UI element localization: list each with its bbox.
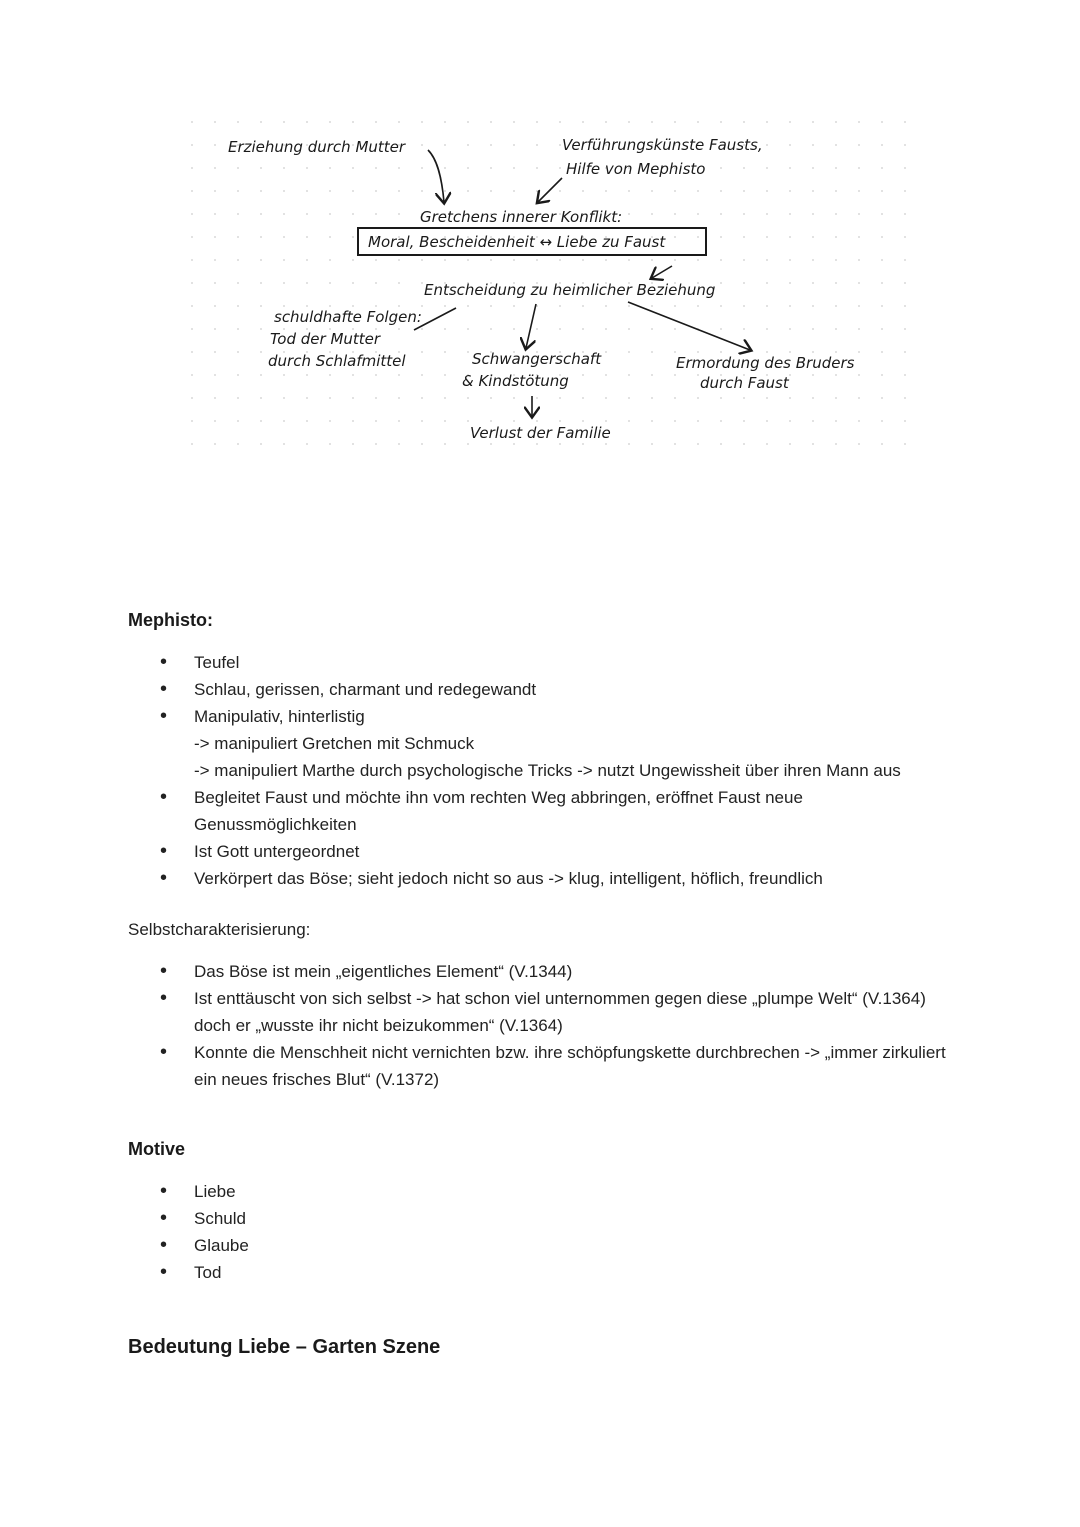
gretchen-conflict-diagram	[190, 120, 910, 450]
list-item: • Ist Gott untergeordnet	[128, 838, 958, 865]
self-characterization-heading: Selbstcharakterisierung:	[128, 920, 311, 939]
list-item: • Begleitet Faust und möchte ihn vom rechten Weg abbringen, eröffnet Faust neue Genussmöglichkeiten	[128, 784, 958, 838]
diagram-node-pregnancy-2: & Kindstötung	[462, 372, 569, 390]
list-item: • Schlau, gerissen, charmant und redegewandt	[128, 676, 958, 703]
diagram-node-decision: Entscheidung zu heimlicher Beziehung	[424, 281, 716, 299]
motives-list	[128, 1178, 958, 1286]
list-item: • Das Böse ist mein „eigentliches Element“ (V.1344)	[128, 958, 958, 985]
mephisto-heading: Mephisto:	[128, 610, 213, 630]
list-item: • Tod	[128, 1259, 958, 1286]
list-sub-item: -> manipuliert Marthe durch psychologische Tricks -> nutzt Ungewissheit über ihren Mann aus	[194, 761, 901, 780]
list-item: • Schuld	[128, 1205, 958, 1232]
diagram-node-guilt-3: durch Schlafmittel	[268, 352, 406, 370]
list-item-text: Manipulativ, hinterlistig	[194, 707, 365, 726]
diagram-node-seduction: Verführungskünste Fausts,	[562, 136, 763, 154]
diagram-node-guilt-1: schuldhafte Folgen:	[274, 308, 422, 326]
diagram-node-murder-1: Ermordung des Bruders	[676, 354, 855, 372]
diagram-node-family-loss: Verlust der Familie	[470, 424, 611, 442]
mephisto-list	[128, 649, 958, 892]
list-item: • Liebe	[128, 1178, 958, 1205]
self-characterization-list	[128, 958, 958, 1093]
diagram-node-upbringing: Erziehung durch Mutter	[228, 138, 406, 156]
list-item: • Teufel	[128, 649, 958, 676]
diagram-conflict-title: Gretchens innerer Konflikt:	[420, 208, 623, 226]
list-item: • Konnte die Menschheit nicht vernichten bzw. ihre schöpfungskette durchbrechen -> „immer zirkuliert ein neues frisches Blut“ (V.1372)	[128, 1039, 958, 1093]
list-item: • Ist enttäuscht von sich selbst -> hat schon viel unternommen gegen diese „plumpe Welt“ (V.1364) doch er „wusste ihr nicht beizukommen“ (V.1364)	[128, 985, 958, 1039]
notes-content	[128, 610, 958, 1359]
list-item	[128, 703, 958, 784]
list-sub-item: -> manipuliert Gretchen mit Schmuck	[194, 734, 475, 753]
section-heading-love: Bedeutung Liebe – Garten Szene	[128, 1336, 441, 1358]
diagram-node-pregnancy-1: Schwangerschaft	[472, 350, 602, 368]
diagram-node-guilt-2: Tod der Mutter	[270, 330, 381, 348]
list-item: • Glaube	[128, 1232, 958, 1259]
motives-heading: Motive	[128, 1139, 186, 1159]
diagram-node-murder-2: durch Faust	[700, 374, 789, 392]
diagram-conflict-text: Moral, Bescheidenheit ↔ Liebe zu Faust	[368, 233, 666, 251]
list-item: • Verkörpert das Böse; sieht jedoch nicht so aus -> klug, intelligent, höflich, freundlich	[128, 865, 958, 892]
diagram-node-mephisto-help: Hilfe von Mephisto	[566, 160, 706, 178]
